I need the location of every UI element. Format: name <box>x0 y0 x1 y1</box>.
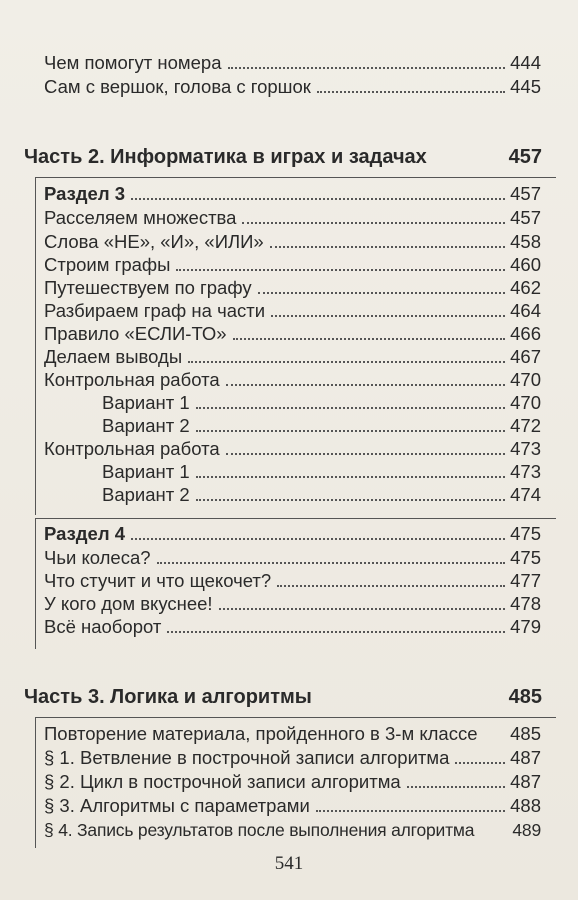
leader-dots <box>176 269 505 271</box>
toc-entry-page: 485 <box>510 723 541 744</box>
section-title: Раздел 4 <box>44 523 126 544</box>
toc-entry-title: Слова «НЕ», «И», «ИЛИ» <box>44 231 264 252</box>
toc-entry <box>44 231 541 253</box>
leader-dots <box>228 67 506 69</box>
leader-dots <box>219 608 506 610</box>
leader-dots <box>242 222 505 224</box>
toc-entry <box>44 795 541 817</box>
toc-entry <box>44 52 541 74</box>
toc-entry-page: 473 <box>510 461 541 482</box>
toc-entry-page: 487 <box>510 747 541 768</box>
toc-entry <box>102 392 541 414</box>
leader-dots <box>196 476 505 478</box>
toc-entry-title: Правило «ЕСЛИ-ТО» <box>44 323 227 344</box>
toc-entry <box>44 616 541 638</box>
toc-entry <box>44 369 541 391</box>
toc-entry-page: 472 <box>510 415 541 436</box>
toc-entry <box>44 76 541 98</box>
toc-entry <box>44 593 541 615</box>
toc-entry-page: 475 <box>510 547 541 568</box>
toc-entry-title: § 1. Ветвление в построчной записи алгоритма <box>44 747 450 768</box>
leader-dots <box>407 786 505 788</box>
toc-entry-title: § 2. Цикл в построчной записи алгоритма <box>44 771 401 792</box>
toc-entry <box>44 747 541 769</box>
leader-dots <box>226 384 505 386</box>
toc-entry <box>44 254 541 276</box>
toc-entry <box>102 415 541 437</box>
part-page: 457 <box>508 146 542 168</box>
toc-entry <box>44 723 541 745</box>
part-2-heading <box>24 145 542 169</box>
toc-entry <box>44 570 541 592</box>
toc-entry-title: Контрольная работа <box>44 369 220 390</box>
toc-entry-title: Вариант 1 <box>102 461 190 482</box>
toc-entry <box>44 207 541 229</box>
toc-entry-title: Путешествуем по графу <box>44 277 252 298</box>
leader-dots <box>196 430 505 432</box>
toc-entry-page: 464 <box>510 300 541 321</box>
toc-entry <box>44 771 541 793</box>
leader-dots <box>233 338 506 340</box>
toc-entry-title: Разбираем граф на части <box>44 300 266 321</box>
leader-dots <box>167 631 505 633</box>
toc-entry-title: Чем помогут номера <box>44 52 222 73</box>
toc-entry <box>44 323 541 345</box>
toc-entry-page: 479 <box>510 616 541 637</box>
leader-dots <box>258 292 506 294</box>
leader-dots <box>277 585 505 587</box>
toc-entry <box>102 461 541 483</box>
toc-entry-title: Делаем выводы <box>44 346 183 367</box>
toc-entry-page: 462 <box>510 277 541 298</box>
toc-entry-title: Вариант 1 <box>102 392 190 413</box>
leader-dots <box>196 499 505 501</box>
section-3-heading <box>44 183 541 205</box>
toc-entry-page: 474 <box>510 484 541 505</box>
toc-entry-title: Что стучит и что щекочет? <box>44 570 272 591</box>
leader-dots <box>316 810 505 812</box>
toc-entry-title: § 4. Запись результатов после выполнения алгоритма <box>44 820 475 840</box>
toc-entry-page: 467 <box>510 346 541 367</box>
page-number: 541 <box>274 853 304 874</box>
leader-dots <box>157 562 506 564</box>
leader-dots <box>270 246 505 248</box>
section-title: Раздел 3 <box>44 183 126 204</box>
leader-dots <box>271 315 505 317</box>
section-page: 457 <box>510 183 541 204</box>
leader-dots <box>131 198 505 200</box>
toc-entry <box>102 484 541 506</box>
toc-entry-page: 477 <box>510 570 541 591</box>
toc-entry-page: 458 <box>510 231 541 252</box>
toc-entry-page: 473 <box>510 438 541 459</box>
toc-entry <box>44 438 541 460</box>
toc-entry-title: У кого дом вкуснее! <box>44 593 213 614</box>
leader-dots <box>131 538 505 540</box>
toc-entry-title: Чьи колеса? <box>44 547 151 568</box>
toc-entry-page: 478 <box>510 593 541 614</box>
toc-entry-title: Сам с вершок, голова с горшок <box>44 76 311 97</box>
toc-entry <box>44 819 541 841</box>
toc-entry-page: 460 <box>510 254 541 275</box>
toc-entry-page: 466 <box>510 323 541 344</box>
leader-dots <box>196 407 505 409</box>
part-3-heading <box>24 685 542 709</box>
toc-entry <box>44 547 541 569</box>
leader-dots <box>317 91 505 93</box>
leader-dots <box>226 453 505 455</box>
toc-entry-page: 470 <box>510 369 541 390</box>
toc-entry <box>44 300 541 322</box>
leader-dots <box>188 361 505 363</box>
toc-entry-page: 488 <box>510 795 541 816</box>
leader-dots <box>455 762 505 764</box>
toc-entry-title: Вариант 2 <box>102 484 190 505</box>
toc-entry-title: § 3. Алгоритмы с параметрами <box>44 795 310 816</box>
toc-entry-page: 444 <box>510 52 541 73</box>
section-page: 475 <box>510 523 541 544</box>
toc-entry <box>44 277 541 299</box>
toc-entry-page: 487 <box>510 771 541 792</box>
toc-entry-title: Расселяем множества <box>44 207 237 228</box>
section-4-heading <box>44 523 541 545</box>
toc-entry-title: Вариант 2 <box>102 415 190 436</box>
toc-entry <box>44 346 541 368</box>
toc-entry-page: 470 <box>510 392 541 413</box>
part-page: 485 <box>508 686 542 708</box>
toc-entry-title: Всё наоборот <box>44 616 162 637</box>
toc-entry-title: Контрольная работа <box>44 438 220 459</box>
toc-entry-page: 489 <box>512 820 541 840</box>
toc-entry-title: Повторение материала, пройденного в 3-м классе <box>44 723 478 744</box>
part-title: Часть 2. Информатика в играх и задачах <box>24 146 427 168</box>
toc-entry-title: Строим графы <box>44 254 171 275</box>
part-title: Часть 3. Логика и алгоритмы <box>24 686 312 708</box>
toc-entry-page: 457 <box>510 207 541 228</box>
toc-entry-page: 445 <box>510 76 541 97</box>
